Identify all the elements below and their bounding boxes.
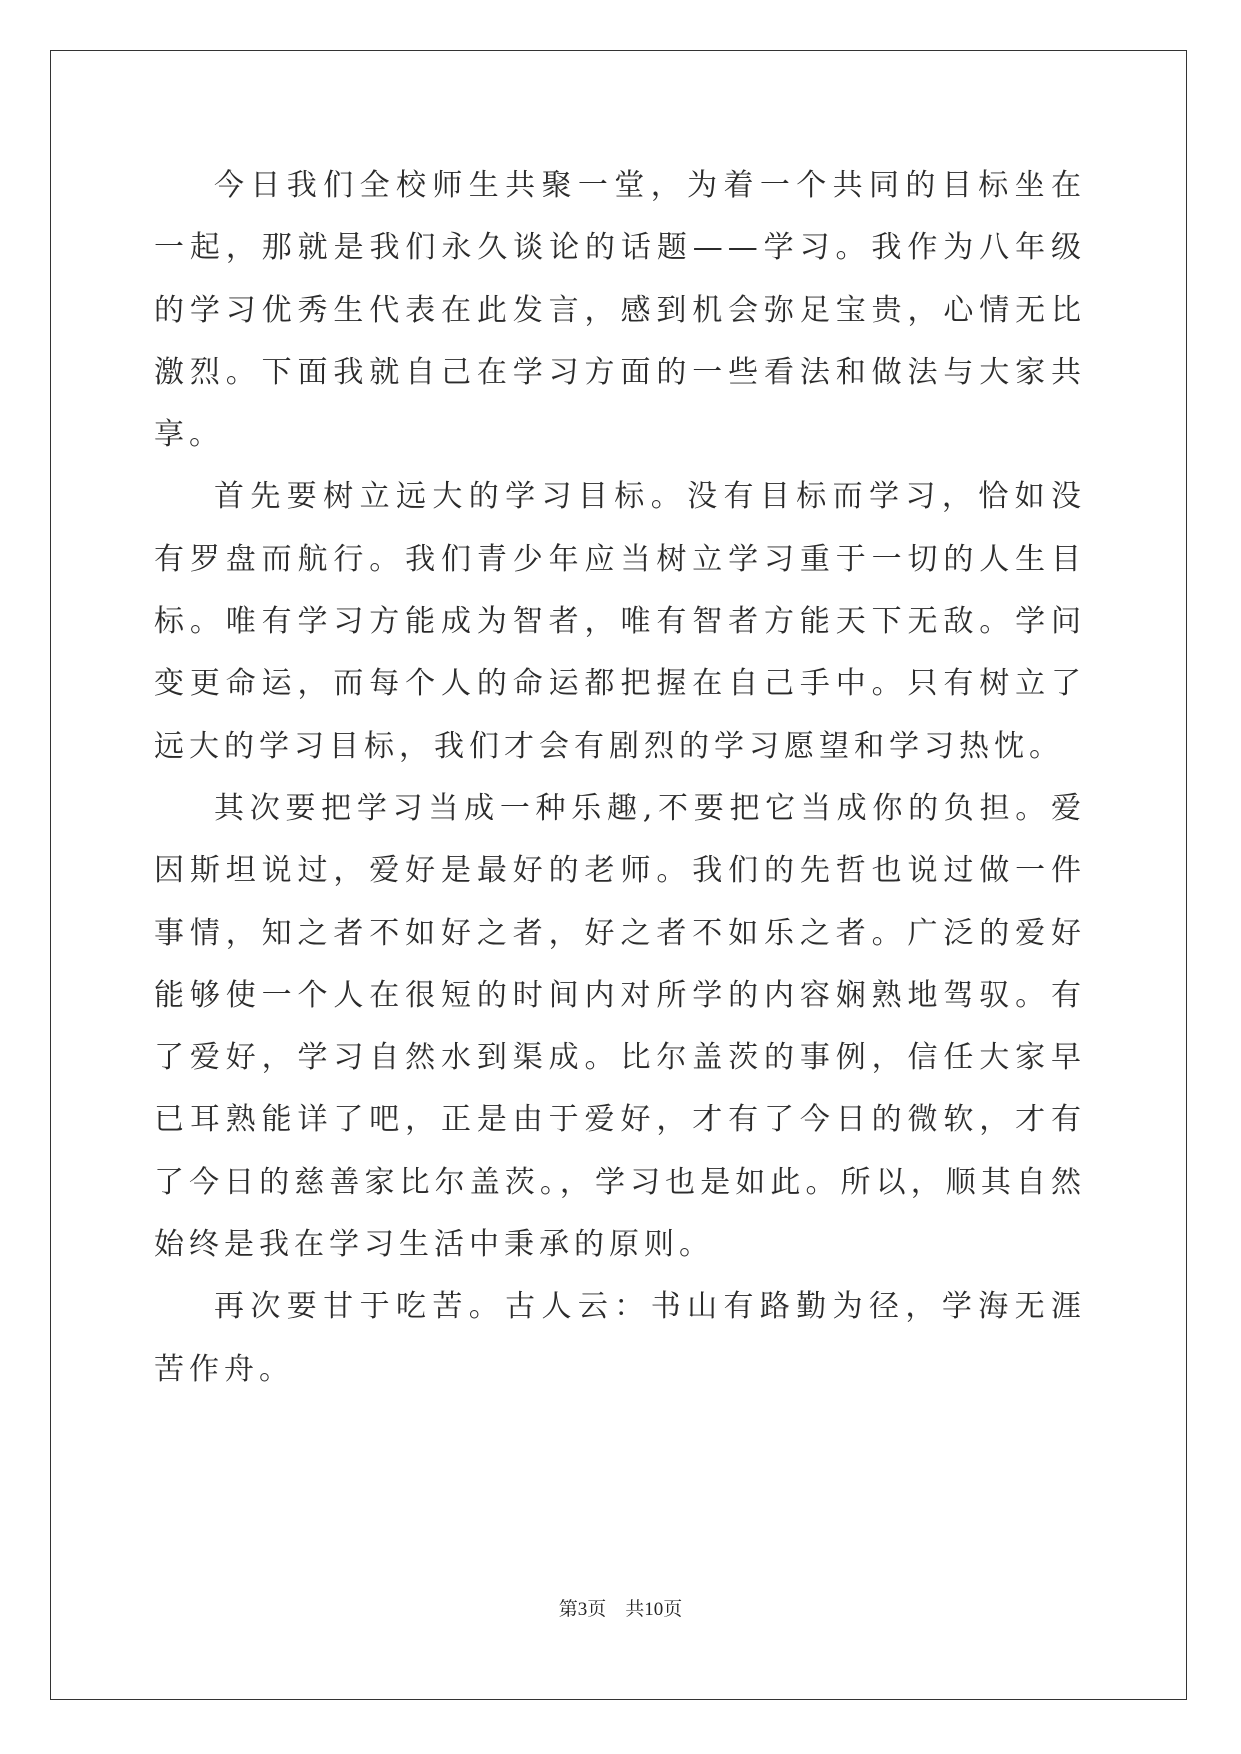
page-footer (0, 1594, 1241, 1621)
document-body (154, 155, 1086, 1401)
paragraph-3: 其次要把学习当成一种乐趣,不要把它当成你的负担。爱因斯坦说过，爱好是最好的老师。我们的先哲也说过做一件事情，知之者不如好之者，好之者不如乐之者。广泛的爱好能够使一个人在很短的时间内对所学的内容娴熟地驾驭。有了爱好，学习自然水到渠成。比尔盖茨的事例，信任大家早已耳熟能详了吧，正是由于爱好，才有了今日的微软，才有了今日的慈善家比尔盖茨。，学习也是如此。所以，顺其自然始终是我在学习生活中秉承的原则。 (154, 790, 1086, 1263)
paragraph-2: 首先要树立远大的学习目标。没有目标而学习，恰如没有罗盘而航行。我们青少年应当树立学习重于一切的人生目标。唯有学习方能成为智者，唯有智者方能天下无敌。学问变更命运，而每个人的命运都把握在自己手中。只有树立了远大的学习目标，我们才会有剧烈的学习愿望和学习热忱。 (154, 479, 1086, 764)
page-number: 第3页 (558, 1599, 607, 1620)
page-total: 共10页 (625, 1599, 683, 1620)
paragraph-1: 今日我们全校师生共聚一堂，为着一个共同的目标坐在一起，那就是我们永久谈论的话题——学习。我作为八年级的学习优秀生代表在此发言，感到机会弥足宝贵，心情无比激烈。下面我就自己在学习方面的一些看法和做法与大家共享。 (154, 168, 1086, 453)
paragraph-4: 再次要甘于吃苦。古人云：书山有路勤为径，学海无涯苦作舟。 (154, 1289, 1086, 1387)
